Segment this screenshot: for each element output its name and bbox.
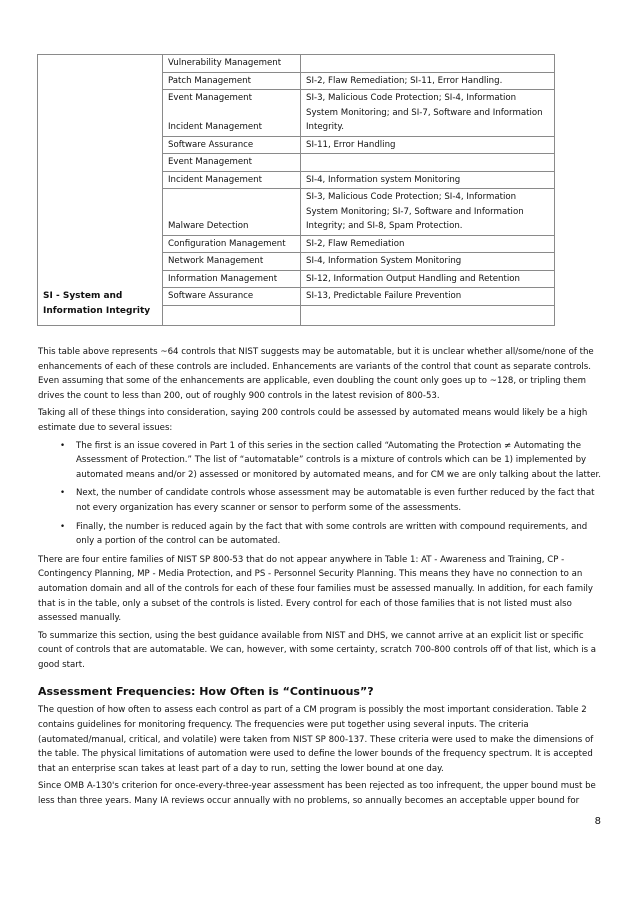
domain-cell: Configuration Management (163, 235, 301, 253)
domain-cell: Incident Management (163, 171, 301, 189)
page-number: 8 (594, 816, 601, 827)
list-item-text: The first is an issue covered in Part 1 of this series in the section called “Automating the Protection ≠ Automating the Assessment of Protection.” The list of “automatable” controls is a mixture of controls which can be 1) implemented by automated means and/or 2) assessed or monitored by automated means, and for CM we are only talking about the latter. (76, 440, 602, 480)
controls-cell: SI-3, Malicious Code Protection; SI-4, Information System Monitoring; and SI-7, Software and Information Integrity. (301, 90, 555, 137)
list-item (38, 439, 603, 483)
bullet-icon: • (60, 521, 66, 532)
paragraph: Since OMB A-130's criterion for once-every-three-year assessment has been rejected as too infrequent, the upper bound must be less than three years. Many IA reviews occur annually with no problems, so annually becomes an acceptable upper bound for (38, 781, 596, 807)
list-item (38, 486, 603, 515)
domain-cell: Event Management (163, 154, 301, 172)
controls-cell: SI-2, Flaw Remediation; SI-11, Error Handling. (301, 72, 555, 90)
controls-cell: SI-13, Predictable Failure Prevention (301, 288, 555, 306)
controls-cell: SI-2, Flaw Remediation (301, 235, 555, 253)
domain-cell: Vulnerability Management (163, 55, 301, 73)
controls-cell: SI-4, Information System Monitoring (301, 253, 555, 271)
body-text (38, 345, 603, 812)
controls-cell (301, 154, 555, 172)
paragraph: This table above represents ~64 controls that NIST suggests may be automatable, but it is unclear whether all/some/none of the enhancements of each of these controls are included. Enhancements are variants of the control that count as separate controls. Even assuming that some of the enhancements are applicable, even doubling the count only goes up to ~128, or tripling them drives the count to less than 200, out of roughly 900 controls in the latest revision of 800-53. (38, 347, 594, 401)
controls-cell (301, 305, 555, 325)
paragraph: To summarize this section, using the best guidance available from NIST and DHS, we cannot arrive at an explicit list or specific count of controls that are automatable. We can, however, with some certainty, scratch 700-800 controls off of that list, which is a good start. (38, 630, 597, 670)
domain-cell: Malware Detection (163, 189, 301, 236)
domain-cell: Information Management (163, 270, 301, 288)
list-item-text: Next, the number of candidate controls whose assessment may be automatable is even further reduced by the fact that not every organization has every scanner or sensor to perform some of the assessments. (76, 488, 595, 513)
controls-cell: SI-3, Malicious Code Protection; SI-4, Information System Monitoring; SI-7, Software and Information Integrity; and SI-8, Spam Protection. (301, 189, 555, 236)
domain-cell-top: Event Management (168, 93, 252, 103)
domain-cell (163, 90, 301, 137)
paragraph: Taking all of these things into consideration, saying 200 controls could be assessed by automated means would likely be a high estimate due to several issues: (38, 408, 588, 433)
paragraph: The question of how often to assess each control as part of a CM program is possibly the most important consideration. Table 2 contains guidelines for monitoring frequency. The frequencies were put together using several inputs. The criteria (automated/manual, critical, and volatile) were taken from NIST SP 800-137. These criteria were used to make the dimensions of the table. The physical limitations of automation were used to define the lower bounds of the frequency spectrum. It is accepted that an enterprise scan takes at least part of a day to run, setting the lower bound at one day. (38, 705, 594, 774)
domain-cell-bottom: Incident Management (168, 121, 262, 132)
list-item-text: Finally, the number is reduced again by the fact that with some controls are written with compound requirements, and only a portion of the control can be automated. (76, 521, 588, 547)
bullet-list (38, 439, 603, 549)
controls-cell: SI-11, Error Handling (301, 136, 555, 154)
domain-cell: Patch Management (163, 72, 301, 90)
controls-cell: SI-4, Information system Monitoring (301, 171, 555, 189)
controls-table (37, 54, 555, 326)
domain-cell: Software Assurance (163, 136, 301, 154)
bullet-icon: • (60, 488, 66, 499)
domain-cell: Software Assurance (163, 288, 301, 306)
paragraph: There are four entire families of NIST SP 800-53 that do not appear anywhere in Table 1: AT - Awareness and Training, CP - Contingency Planning, MP - Media Protection, and PS - Personnel Security Planning. This means they have no connection to an automation domain and all of the controls for each of these four families must be assessed manually. In addition, for each family that is in the table, only a subset of the controls is listed. Every control for each of those families that is not listed must also assessed manually. (38, 554, 593, 624)
domain-cell: Network Management (163, 253, 301, 271)
family-cell: SI - System and Information Integrity (38, 55, 163, 326)
section-heading: Assessment Frequencies: How Often is “Continuous”? (38, 685, 374, 699)
controls-cell: SI-12, Information Output Handling and Retention (301, 270, 555, 288)
table-row (38, 55, 555, 73)
list-item (38, 520, 603, 549)
controls-cell (301, 55, 555, 73)
domain-cell (163, 305, 301, 325)
bullet-icon: • (60, 440, 66, 451)
